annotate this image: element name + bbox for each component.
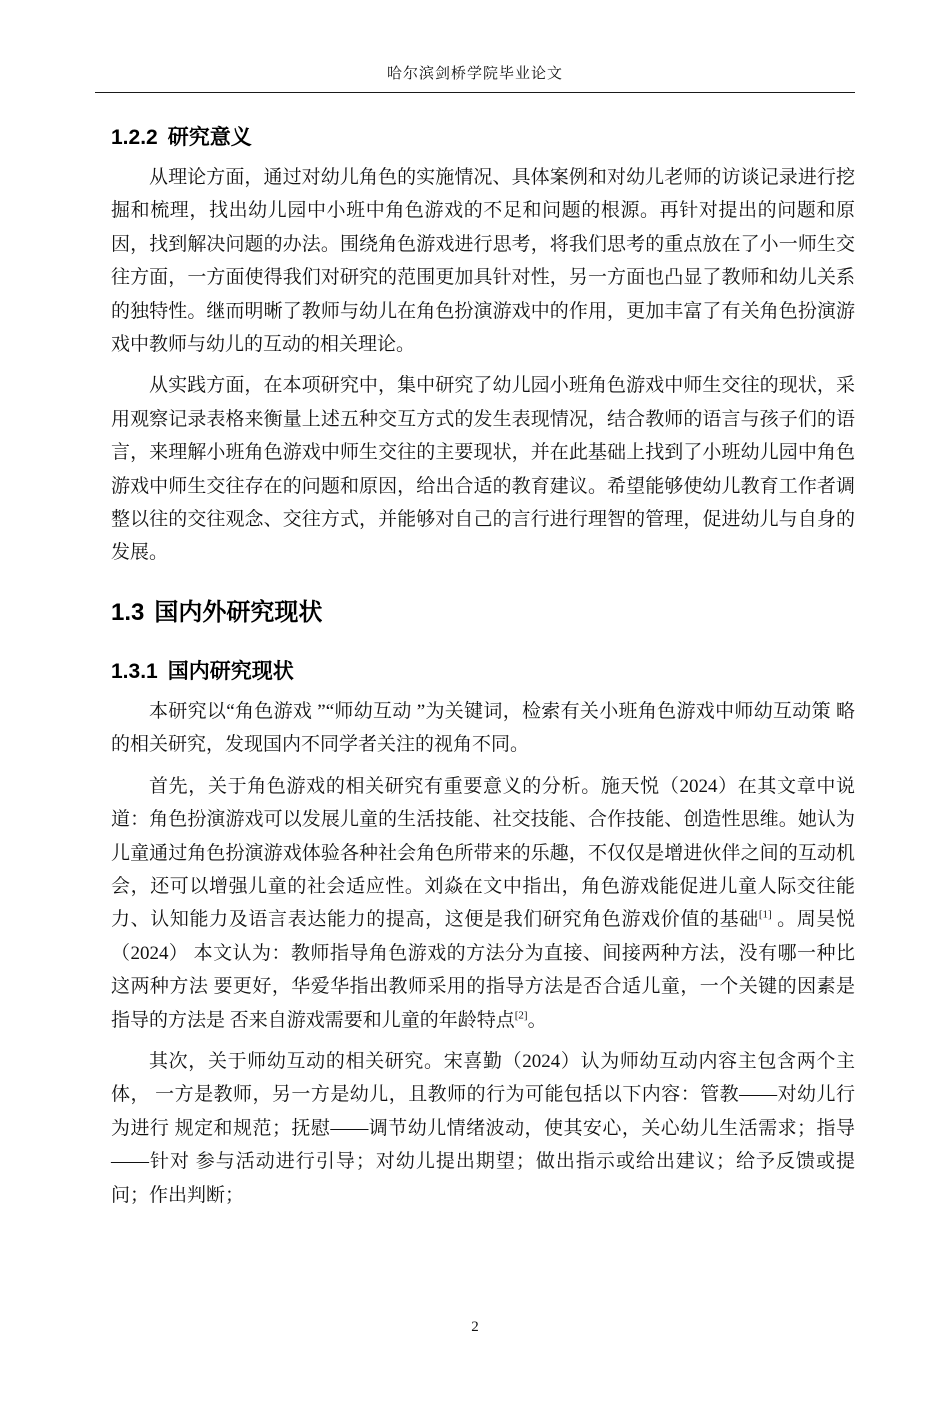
paragraph-role-game-research [111,770,855,1037]
paragraph-keywords: 本研究以“角色游戏 ”“师幼互动 ”为关键词，检索有关小班角色游戏中师幼互动策 略的相关研究，发现国内不同学者关注的视角不同。 [111,700,855,756]
section-heading-1-2-2 [111,121,855,151]
paragraph-segment: 。 [527,1009,547,1031]
heading-number: 1.2.2 [111,126,158,149]
heading-title: 研究意义 [167,126,252,149]
paragraph-theory: 从理论方面，通过对幼儿角色的实施情况、具体案例和对幼儿老师的访谈记录进行挖掘和梳理，找出幼儿园中小班中角色游戏的不足和问题的根源。再针对提出的问题和原因，找到解决问题的办法。围绕角色游戏进行思考，将我们思考的重点放在了小一师生交往方面，一方面使得我们对研究的范围更加具针对性，另一方面也凸显了教师和幼儿关系的独特性。继而明晰了教师与幼儿在角色扮演游戏中的作用，更加丰富了有关角色扮演游戏中教师与幼儿的互动的相关理论。 [111,167,855,356]
page-header [95,62,855,93]
paragraph-segment: 首先，关于角色游戏的相关研究有重要意义的分析。施天悦（2024）在其文章中说道：角色扮演游戏可以发展儿童的生活技能、社交技能、合作技能、创造性思维。她认为儿童通过角色扮演游戏体验各种社会角色所带来的乐趣，不仅仅是增进伙伴之间的互动机会，还可以增强儿童的社会适应性。刘焱在文中指出，角色游戏能促进儿童人际交往能力、认知能力及语言表达能力的提高，这便是我们研究角色游戏价值的基础 [111,775,855,931]
paragraph-teacher-child-interaction: 其次，关于师幼互动的相关研究。宋喜勤（2024）认为师幼互动内容主包含两个主体， 一方是教师，另一方是幼儿，且教师的行为可能包括以下内容：管教——对幼儿行为进行 规定和规范；抚慰——调节幼儿情绪波动，使其安心，关心幼儿生活需求；指导——针对 参与活动进行引导；对幼儿提出期望；做出指示或给出建议；给予反馈或提问；作出判断； [111,1050,855,1206]
heading-title: 国内外研究现状 [154,598,323,626]
paragraph-segment: 。周吴悦（2024） 本文认为：教师指导角色游戏的方法分为直接、间接两种方法，没有哪一种比这两种方法 要更好，华爱华指出教师采用的指导方法是否合适儿童，一个关键的因素是指导的方法是 否来自游戏需要和儿童的年龄特点 [111,909,855,1031]
citation-ref-2: [2] [514,1009,528,1022]
paragraph-practice: 从实践方面，在本项研究中，集中研究了幼儿园小班角色游戏中师生交往的现状，采用观察记录表格来衡量上述五种交互方式的发生表现情况，结合教师的语言与孩子们的语言，来理解小班角色游戏中师生交往的主要现状，并在此基础上找到了小班幼儿园中角色游戏中师生交往存在的问题和原因，给出合适的教育建议。希望能够使幼儿教育工作者调整以往的交往观念、交往方式，并能够对自己的言行进行理智的管理，促进幼儿与自身的发展。 [111,375,855,564]
header-title: 哈尔滨剑桥学院毕业论文 [386,66,563,82]
section-heading-1-3-1 [111,655,855,685]
heading-number: 1.3.1 [111,659,158,683]
section-heading-1-3 [111,592,855,627]
page-number: 2 [471,1319,479,1335]
citation-ref-1: [1] [758,908,772,921]
page-footer [0,1319,950,1336]
page-content [111,121,855,1212]
thesis-page [0,62,950,1406]
heading-title: 国内研究现状 [167,659,294,683]
heading-number: 1.3 [111,598,145,626]
